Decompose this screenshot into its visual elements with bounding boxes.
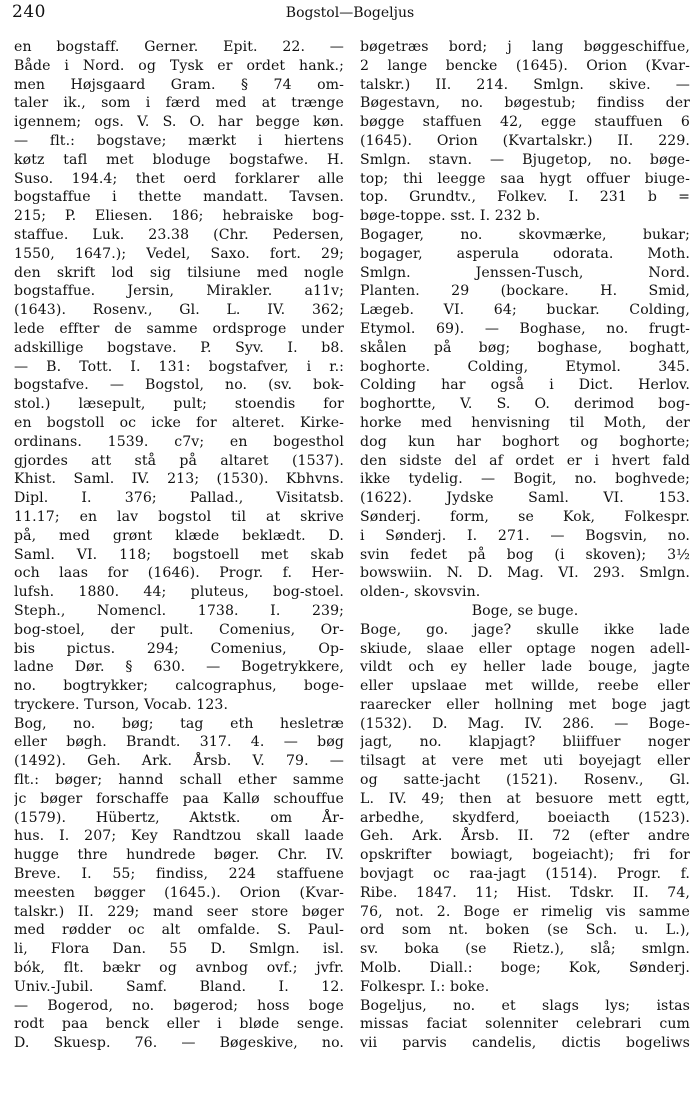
text-line: adskillige bogstave. P. Syv. I. b8.	[14, 339, 344, 356]
text-line: raarecker eller hollning met boge jagt	[360, 696, 690, 713]
text-line: (1492). Geh. Ark. Årsb. V. 79. —	[14, 753, 344, 770]
text-line: Dipl. I. 376; Pallad., Visitatsb.	[14, 490, 344, 507]
text-line: jagt, no. klapjagt? bliiffuer noger	[360, 734, 690, 751]
text-line: missas faciat solenniter celebrari cum	[360, 1016, 690, 1033]
text-line: (1579). Hübertz, Aktstk. om År-	[14, 809, 344, 826]
text-line: Breve. I. 55; findiss, 224 staffuene	[14, 866, 344, 883]
text-line: Molb. Diall.: boge; Kok, Sønderj.	[360, 960, 690, 977]
text-line: vildt och ey heller lade bouge, jagte	[360, 659, 690, 676]
text-line: Bogeljus, no. et slags lys; istas	[360, 997, 690, 1014]
text-line: ord som nt. boken (se Sch. u. L.),	[360, 922, 690, 939]
text-line: i Sønderj. I. 271. — Bogsvin, no.	[360, 527, 690, 544]
text-line: och laas for (1646). Progr. f. Her-	[14, 565, 344, 582]
text-line: Boge, go. jage? skulle ikke lade	[360, 621, 690, 638]
text-line: eller upslaae met willde, reebe eller	[360, 678, 690, 695]
text-line: (1532). D. Mag. IV. 286. — Boge-	[360, 715, 690, 732]
text-line: tilsagt at vere met uti boyejagt eller	[360, 753, 690, 770]
text-line: top. Grundtv., Folkev. I. 231 b =	[360, 189, 690, 206]
text-line: tryckere. Turson, Vocab. 123.	[14, 696, 229, 713]
text-line: bogstaffue i thette mandatt. Tavsen.	[14, 189, 344, 206]
text-line: talskr.) II. 229; mand seer store bøger	[14, 903, 344, 920]
text-line: 76, not. 2. Boge er rimelig vis samme	[360, 903, 690, 920]
text-line: Colding har også i Dict. Herlov.	[360, 377, 690, 394]
text-line: D. Skuesp. 76. — Bøgeskive, no.	[14, 1035, 344, 1052]
text-line: (1622). Jydske Saml. VI. 153.	[360, 490, 690, 507]
text-line: Planten. 29 (bockare. H. Smid,	[360, 283, 690, 300]
text-line: boghorte. Colding, Etymol. 345.	[360, 358, 690, 375]
text-line: ikke tydelig. — Bogit, no. boghvede;	[360, 471, 690, 488]
text-line: bøge-toppe. sst. I. 232 b.	[360, 208, 541, 225]
text-line: bovjagt oc raa-jagt (1514). Progr. f.	[360, 866, 690, 883]
text-line: igennem; ogs. V. S. O. har begge køn.	[14, 114, 344, 131]
text-line: køtz tafl met bloduge bogstafwe. H.	[14, 151, 344, 168]
text-line: Steph., Nomencl. 1738. I. 239;	[14, 602, 344, 619]
text-line: bogstafve. — Bogstol, no. (sv. bok-	[14, 377, 344, 394]
text-line: Sønderj. form, se Kok, Folkespr.	[360, 508, 690, 525]
text-line: Både i Nord. og Tysk er ordet hank.;	[14, 57, 344, 74]
text-line: Geh. Ark. Årsb. II. 72 (efter andre	[360, 828, 690, 845]
text-line: ordinans. 1539. c7v; en bogesthol	[14, 433, 344, 450]
text-line: bowswiin. N. D. Mag. VI. 293. Smlgn.	[360, 565, 690, 582]
text-line: skålen på bøg; boghase, boghatt,	[360, 339, 690, 356]
text-line: en bogstoll oc icke for alteret. Kirke-	[14, 414, 344, 431]
text-line: hus. I. 207; Key Randtzou skall laade	[14, 828, 344, 845]
text-line: bók, flt. bækr og avnbog ovf.; jvfr.	[14, 960, 344, 977]
text-columns	[14, 38, 690, 1107]
text-line: flt.: bøger; hannd schall ether samme	[14, 772, 344, 789]
text-line: 1550, 1647.); Vedel, Saxo. fort. 29;	[14, 245, 344, 262]
text-line: med rødder oc alt omfalde. S. Paul-	[14, 922, 344, 939]
text-line: 11.17; en lav bogstol til at skrive	[14, 508, 344, 525]
text-line: meesten bøgger (1645.). Orion (Kvar-	[14, 884, 344, 901]
page-number: 240	[12, 2, 46, 22]
text-line: ladne Dør. § 630. — Bogetrykkere,	[14, 659, 344, 676]
text-line: (1645). Orion (Kvartalskr.) II. 229.	[360, 132, 690, 149]
text-line: den skrift lod sig tilsiune med nogle	[14, 264, 344, 281]
text-line: Smlgn. Jenssen-Tusch, Nord.	[360, 264, 690, 281]
text-line: Etymol. 69). — Boghase, no. frugt-	[360, 320, 690, 337]
text-line: bogstaffue. Jersin, Mirakler. a11v;	[14, 283, 344, 300]
text-line: bøgetræs bord; j lang bøggeschiffue,	[360, 39, 690, 55]
text-line: den sidste del af ordet er i hvert fald	[360, 452, 690, 469]
text-line: men Højsgaard Gram. § 74 om-	[14, 76, 344, 93]
text-line: talskr.) II. 214. Smlgn. skive. —	[360, 76, 690, 93]
text-line: li, Flora Dan. 55 D. Smlgn. isl.	[14, 941, 344, 958]
text-line: Bog, no. bøg; tag eth hesletræ	[14, 715, 344, 732]
text-line: Bøgestavn, no. bøgestub; findiss der	[360, 95, 690, 112]
left-column	[14, 38, 344, 1107]
text-line: taler ik., som i færd med at trænge	[14, 95, 344, 112]
text-line: hugge thre hundrede bøger. Chr. IV.	[14, 847, 344, 864]
text-line: — Bogerod, no. bøgerod; hoss boge	[14, 997, 344, 1014]
text-line: boghortte, V. S. O. derimod bog-	[360, 396, 690, 413]
text-line: jc bøger forschaffe paa Kallø schouffue	[14, 790, 344, 807]
text-line: stol.) læsepult, pult; stoendis for	[14, 396, 344, 413]
text-line: bog-stoel, der pult. Comenius, Or-	[14, 621, 344, 638]
text-line: horke med henvisning til Moth, der	[360, 414, 690, 431]
text-line: Smlgn. stavn. — Bjugetop, no. bøge-	[360, 151, 690, 168]
text-line: svin fedet på bog (i skoven); 3½	[360, 546, 690, 563]
text-line: opskrifter bowiagt, bogeiacht); fri for	[360, 847, 690, 864]
text-line: olden-, skovsvin.	[360, 584, 481, 601]
text-line: Bogager, no. skovmærke, bukar;	[360, 226, 690, 243]
text-line: (1643). Rosenv., Gl. L. IV. 362;	[14, 302, 344, 319]
text-line: en bogstaff. Gerner. Epit. 22. —	[14, 39, 344, 55]
text-line: rodt paa benck eller i bløde senge.	[14, 1016, 344, 1033]
text-line: 2 lange bencke (1645). Orion (Kvar-	[360, 57, 690, 74]
text-line: Suso. 194.4; thet oerd forklarer alle	[14, 170, 344, 187]
running-head	[0, 0, 700, 30]
text-line: bis pictus. 294; Comenius, Op-	[14, 640, 344, 657]
text-line: på, med grønt klæde beklædt. D.	[14, 527, 344, 544]
text-line: top; thi leegge saa hygt offuer biuge-	[360, 170, 690, 187]
text-line: — B. Tott. I. 131: bogstafver, i r.:	[14, 358, 344, 375]
text-line: lufsh. 1880. 44; pluteus, bog-stoel.	[14, 584, 344, 601]
text-line: no. bogtrykker; calcographus, boge-	[14, 678, 344, 695]
text-line: dog kun har boghort og boghorte;	[360, 433, 690, 450]
text-line: gjordes att stå på altaret (1537).	[14, 452, 344, 469]
text-line: Ribe. 1847. 11; Hist. Tdskr. II. 74,	[360, 884, 690, 901]
text-line: lede effter de samme ordsproge under	[14, 320, 344, 337]
text-line: sv. boka (se Rietz.), slå; smlgn.	[360, 941, 690, 958]
text-line: Folkespr. I.: boke.	[360, 978, 490, 995]
text-line: L. IV. 49; then at besuore mett egtt,	[360, 790, 690, 807]
running-title: Bogstol—Bogeljus	[285, 5, 415, 21]
text-line: 215; P. Eliesen. 186; hebraiske bog-	[14, 208, 344, 225]
text-line: Univ.-Jubil. Samf. Bland. I. 12.	[14, 978, 344, 995]
text-line: Saml. VI. 118; bogstoell met skab	[14, 546, 344, 563]
text-line: staffue. Luk. 23.38 (Chr. Pedersen,	[14, 226, 344, 243]
text-line: bogager, asperula odorata. Moth.	[360, 245, 690, 262]
text-line: — flt.: bogstave; mærkt i hiertens	[14, 132, 344, 149]
text-line: vii parvis candelis, dictis bogeliws	[360, 1035, 690, 1052]
text-line: skiude, slaae eller optage nogen adell-	[360, 640, 690, 657]
text-line: Boge, se buge.	[471, 602, 579, 619]
text-line: Lægeb. VI. 64; buckar. Colding,	[360, 302, 690, 319]
right-column	[360, 38, 690, 1107]
text-line: arbedhe, skydferd, boeiacth (1523).	[360, 809, 690, 826]
text-line: eller bøgh. Brandt. 317. 4. — bøg	[14, 734, 344, 751]
text-line: Khist. Saml. IV. 213; (1530). Kbhvns.	[14, 471, 344, 488]
text-line: bøgge staffuen 42, egge stauffuen 6	[360, 114, 690, 131]
text-line: og satte-jacht (1521). Rosenv., Gl.	[360, 772, 690, 789]
